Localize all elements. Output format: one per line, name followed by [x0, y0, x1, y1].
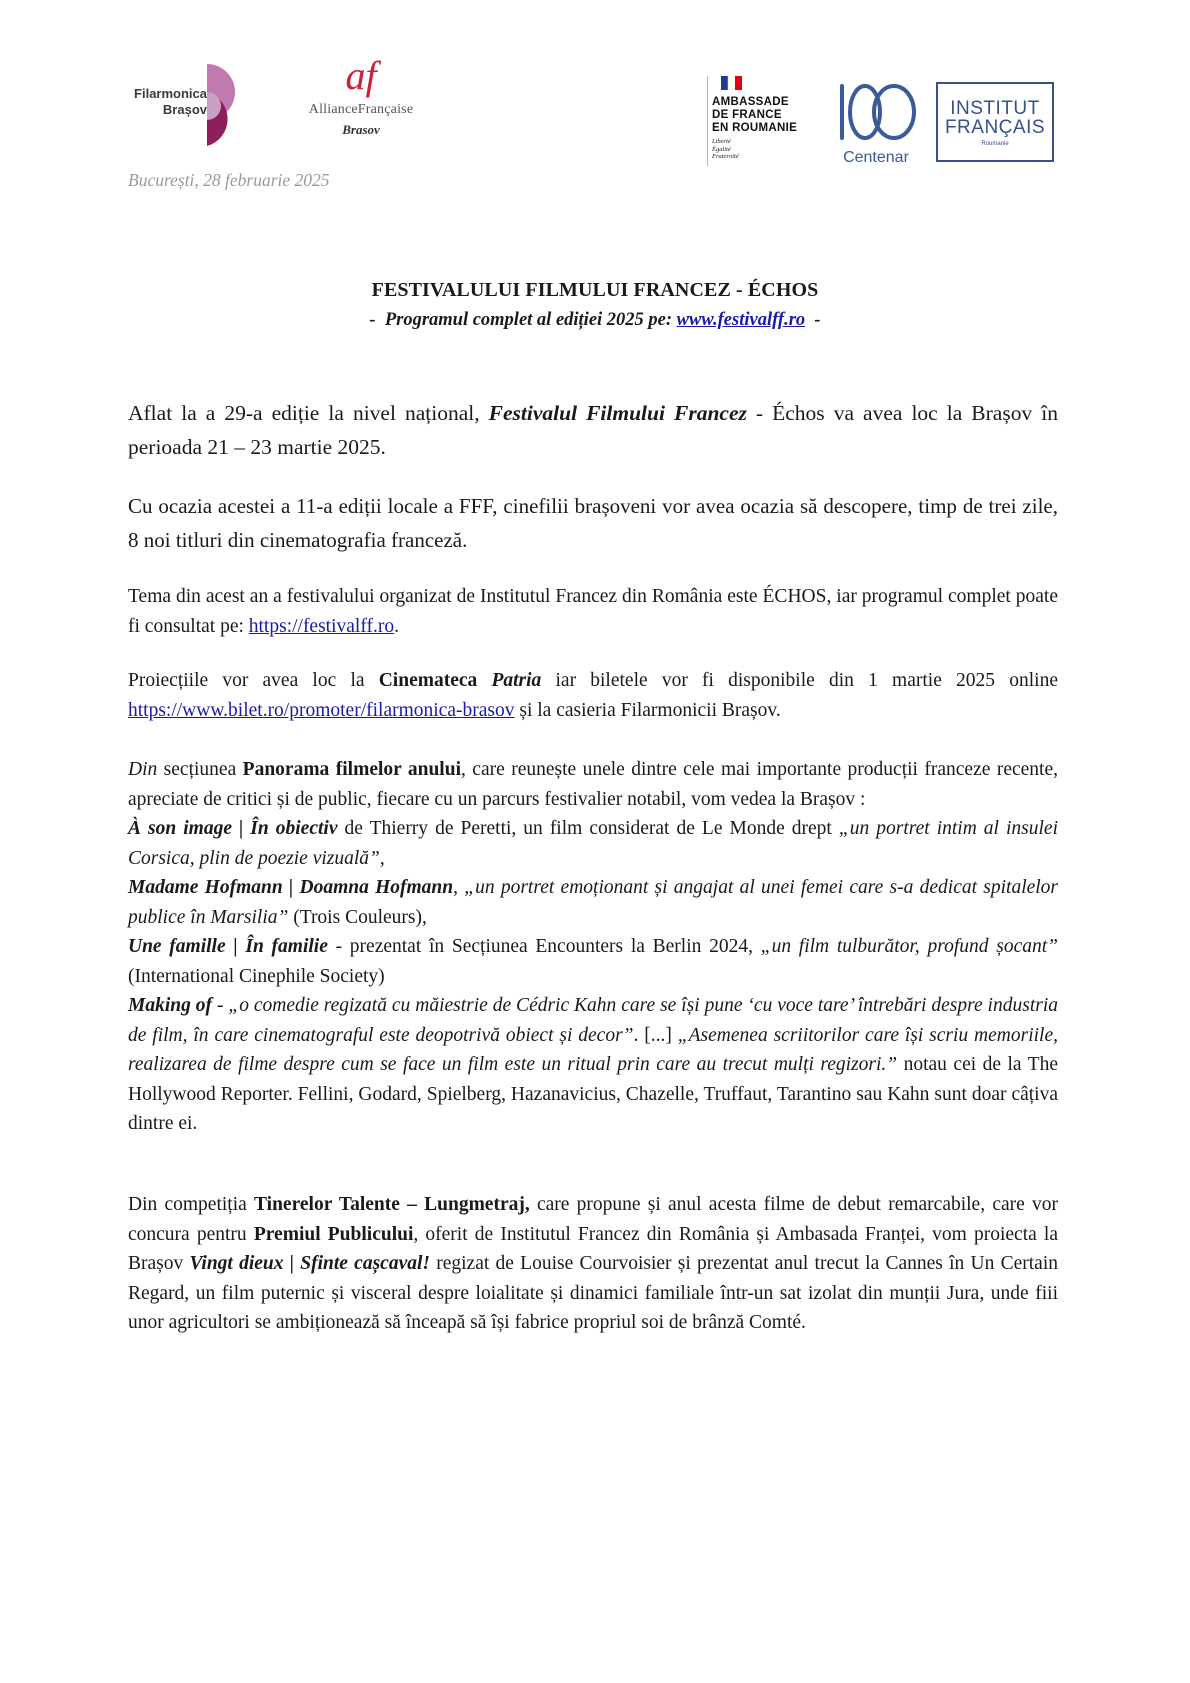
institut-line3: Roumanie	[981, 141, 1009, 147]
paragraph-intro	[128, 396, 1058, 464]
filarmonica-brasov-logo	[127, 64, 237, 150]
film3-end: (International Cinephile Society)	[128, 965, 385, 987]
festivalff-link[interactable]: www.festivalff.ro	[676, 310, 806, 330]
filarmonica-emblem-icon	[207, 64, 237, 146]
p1-text-c: - Échos va avea loc la Brașov în perioada 21 – 23 martie 2025.	[128, 401, 1058, 459]
motto-liberte: Liberté	[712, 138, 731, 145]
institut-line2: FRANÇAIS	[944, 117, 1046, 138]
ambassade-line3: EN ROUMANIE	[712, 122, 798, 134]
p4-text-c: iar biletele vor fi disponibile din 1 martie 2025 online	[541, 670, 1058, 691]
p6-text-a: Din competiția	[128, 1194, 255, 1215]
prize-name: Premiul Publicului	[253, 1223, 414, 1245]
film-item-making-of	[128, 991, 1058, 1139]
marianne-flag-icon	[712, 76, 750, 90]
centenar-caption: Centenar	[843, 149, 909, 166]
alliance-francaise-logo	[296, 53, 426, 146]
film-title-madame-hofmann: Madame Hofmann | Doamna Hofmann	[128, 877, 454, 898]
film-title-une-famille: Une famille | În familie	[128, 936, 328, 957]
centenar-100-icon	[832, 80, 920, 144]
paragraph-theme	[128, 582, 1058, 641]
film4-text: -	[212, 995, 229, 1016]
alliance-af-mark: af	[345, 53, 377, 98]
p4-text-a: Proiecțiile vor avea loc la	[128, 670, 379, 691]
panorama-intro	[128, 755, 1058, 814]
film1-quote: „un portret intim al insulei Corsica, plin de poezie vizuală”	[128, 818, 1058, 869]
ambassade-title	[712, 96, 820, 135]
alliance-city: Brasov	[342, 122, 380, 137]
motto-egalite: Égalité	[712, 145, 731, 153]
film4-end: notau cei de la The Hollywood Reporter. Fellini, Godard, Spielberg, Hazanavicius, Chazelle, Truffaut, Tarantino sau Kahn sunt doar câțiva dintre ei.	[128, 1054, 1058, 1134]
film-title-a-son-image: À son image | În obiectiv	[128, 818, 338, 839]
p3-text-a: Tema din acest an a festivalului organizat de Institutul Francez din România este ÉCHOS, iar programul complet poate fi consultat pe:	[128, 586, 1058, 637]
film4-text-b: . [...]	[633, 1024, 678, 1046]
paragraph-competition	[128, 1190, 1058, 1338]
panorama-intro-din: Din	[128, 759, 158, 780]
panorama-section-name: Panorama filmelor anului	[242, 759, 461, 780]
ambassade-line1: AMBASSADE	[712, 96, 789, 108]
film4-quote2: „Asemenea scriitorilor care își scriu memoriile, realizarea de filme despre cum se face un film este un ritual prin care au trecut mulți regizori.”	[128, 1024, 1059, 1075]
festival-name: Festivalul Filmului Francez	[488, 401, 747, 425]
p6-text-c: care propune și anul acesta filme de debut remarcabile, care vor concura pentru	[128, 1194, 1058, 1245]
bilet-ro-link[interactable]: https://www.bilet.ro/promoter/filarmonica-brasov	[128, 699, 515, 721]
film-item-madame-hofmann	[128, 873, 1058, 932]
page-subtitle	[0, 310, 1190, 331]
panorama-intro-a: secțiunea	[157, 759, 243, 780]
film1-end: ,	[379, 847, 385, 869]
subtitle-prefix: - Programul complet al ediției 2025 pe:	[369, 310, 677, 330]
panorama-intro-c: , care reunește unele dintre cele mai importante producții franceze recente, apreciate de critici și de public, fiecare cu un parcurs festivalier notabil, vom vedea la Brașov :	[128, 759, 1058, 810]
film-item-une-famille	[128, 932, 1058, 991]
festivalff-url-link[interactable]: https://festivalff.ro	[248, 615, 395, 637]
film-title-making-of: Making of	[128, 995, 213, 1016]
film-item-a-son-image	[128, 814, 1058, 873]
ambassade-divider	[707, 76, 708, 166]
institut-francais-logo	[936, 82, 1054, 162]
film3-quote: „un film tulburător, profund șocant”	[760, 936, 1058, 957]
cinemateca-label: Cinemateca	[378, 670, 492, 691]
p3-text-c: .	[394, 615, 399, 637]
film-title-vingt-dieux: Vingt dieux | Sfinte cașcaval!	[189, 1253, 430, 1274]
filarmonica-logo-line1: Filarmonica	[134, 86, 207, 101]
ambassade-line2: DE FRANCE	[712, 109, 782, 121]
paragraph-panorama	[128, 755, 1058, 1139]
alliance-name: AllianceFrançaise	[308, 102, 414, 117]
film2-text: ,	[453, 877, 465, 898]
filarmonica-logo-line2: Brașov	[162, 102, 207, 117]
patria-label: Patria	[491, 670, 542, 691]
centenar-logo	[832, 80, 920, 166]
paragraph-edition: Cu ocazia acestei a 11-a ediții locale a FFF, cinefilii brașoveni vor avea ocazia să descopere, timp de trei zile, 8 noi titluri din cinematografia franceză.	[128, 494, 1058, 552]
motto-fraternite: Fraternité	[712, 153, 739, 160]
p6-text-e: , oferit de Institutul Francez din România și Ambasada Franței, vom proiecta la Brașov	[128, 1223, 1058, 1274]
page-title: FESTIVALULUI FILMULUI FRANCEZ - ÉCHOS	[371, 279, 819, 301]
p6-text-g: regizat de Louise Courvoisier și prezentat anul trecut la Cannes în Un Certain Regard, un film puternic și visceral despre loialitate și dinamici familiale într-un sat izolat din munții Jura, unde fiii unor agricultori se ambiționează să înceapă să își fabrice propriul soi de brânză Comté.	[128, 1253, 1058, 1333]
ambassade-de-france-logo	[712, 76, 820, 166]
subtitle-suffix: -	[805, 310, 821, 330]
p1-text-a: Aflat la a 29-a ediție la nivel național,	[128, 401, 489, 425]
film1-text: de Thierry de Peretti, un film considerat de Le Monde drept	[337, 818, 839, 839]
film4-quote1: „o comedie regizată cu măiestrie de Cédric Kahn care se își pune ‘cu voce tare’ întrebări despre industria de film, în care cinematograful este deopotrivă obiect și decor”	[128, 995, 1058, 1046]
film3-text: - prezentat în Secțiunea Encounters la Berlin 2024,	[327, 936, 761, 957]
dateline: București, 28 februarie 2025	[128, 170, 330, 190]
competition-name: Tinerelor Talente – Lungmetraj,	[254, 1194, 530, 1215]
institut-line1: INSTITUT	[950, 98, 1040, 119]
p4-text-d: și la casieria Filarmonicii Brașov.	[514, 699, 781, 721]
paragraph-screenings	[128, 666, 1058, 725]
filarmonica-logo-text	[127, 86, 207, 118]
ambassade-motto	[712, 138, 820, 161]
film2-end: (Trois Couleurs),	[288, 906, 427, 928]
film2-quote: „un portret emoționant și angajat al unei femei care s-a dedicat spitalelor publice în Marsilia”	[128, 877, 1059, 928]
